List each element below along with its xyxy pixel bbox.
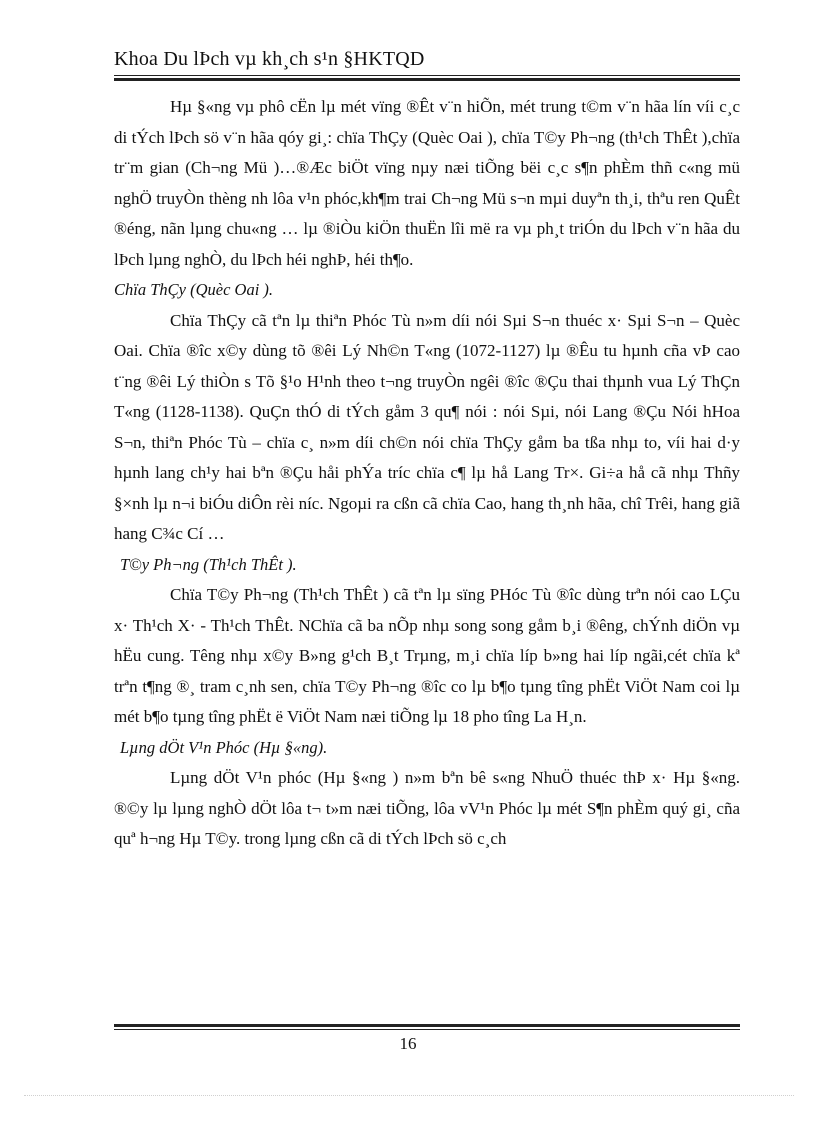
paragraph-van-phuc: Lµng dÖt V¹n phóc (Hµ §«ng ) n»m bªn bê s«ng NhuÖ thuéc thÞ x· Hµ §«ng. ®©y lµ lµng nghÒ dÖt lôa t¬ t»m næi tiÕng, lôa vV¹n Phóc lµ mét S¶n phÈm quý gi¸ cña quª h¬ng Hµ T©y. trong lµng cßn cã di tÝch lÞch sö c¸ch	[114, 768, 740, 848]
page-header-title: Khoa Du lÞch vµ kh¸ch s¹n §HKTQD	[114, 48, 425, 70]
footer-rule-thick	[114, 1024, 740, 1027]
subheading-van-phuc: Lµng dÖt V¹n Phóc (Hµ §«ng).	[120, 737, 328, 757]
header-rule-thin	[114, 75, 740, 76]
subheading-chua-thay: Chïa ThÇy (Quèc Oai ).	[114, 280, 274, 299]
footer-rule-thin	[114, 1029, 740, 1030]
subheading-tay-phuong: T©y Ph¬ng (Th¹ch ThÊt ).	[120, 554, 297, 574]
paragraph-ha-dong-intro: Hµ §«ng vµ phô cËn lµ mét vïng ®Êt v¨n hiÕn, mét trung t©m v¨n hãa lín víi c¸c di tÝch lÞch sö v¨n hãa qóy gi¸: chïa ThÇy (Quèc Oai ), chïa T©y Ph¬ng (th¹ch ThÊt ),chïa tr¨m gian (Ch¬ng Mü )…®Æc biÖt vïng nµy næi tiÕng bëi c¸c s¶n phÈm thñ c«ng mü nghÖ truyÒn thèng nh lôa v¹n phóc,kh¶m trai Ch¬ng Mü s¬n mµi duyªn th¸i, thªu ren QuÊt ®éng, nãn lµng chu«ng … lµ ®iÒu kiÖn thuËn lîi më ra vµ ph¸t triÓn du lÞch v¨n hãa du lÞch lµng nghÒ, du lÞch héi nghÞ, héi th¶o.	[114, 97, 740, 269]
document-body	[114, 92, 740, 855]
page-number: 16	[399, 1034, 417, 1053]
paragraph-chua-thay: Chïa ThÇy cã tªn lµ thiªn Phóc Tù n»m díi nói Sµi S¬n thuéc x· Sµi S¬n – Quèc Oai. Chïa ®îc x©y dùng tõ ®êi Lý Nh©n T«ng (1072-1127) lµ ®Êu tu hµnh cña vÞ cao t¨ng ®êi Lý thiÒn s Tõ §¹o H¹nh theo t¬ng truyÒn ngêi ®îc ®Çu thai thµnh vua Lý ThÇn T«ng (1128-1138). QuÇn thÓ di tÝch gåm 3 qu¶ nói : nói Sµi, nói Lang ®Çu Nói hHoa S¬n, thiªn Phóc Tù – chïa c¸ n»m díi ch©n nói chïa ThÇy gåm ba tßa nhµ to, víi hai d·y hµnh lang ch¹y hai bªn ®Çu håi phÝa tríc chïa c¶ lµ hå Lang Tr×. Gi÷a hå cã nhµ Thñy §×nh lµ n¬i biÓu diÔn rèi níc. Ngoµi ra cßn cã chïa Cao, hang th¸nh hãa, chî Trêi, hang giã hang C¾c Cí …	[114, 310, 740, 543]
page-bottom-dotted-line	[24, 1095, 794, 1096]
paragraph-tay-phuong: Chïa T©y Ph¬ng (Th¹ch ThÊt ) cã tªn lµ sïng PHóc Tù ®îc dùng trªn nói cao LÇu x· Th¹ch X· - Th¹ch ThÊt. NChïa cã ba nÕp nhµ song song gåm b¸i ®êng, chÝnh diÖn vµ hËu cung. Têng nhµ x©y B»ng g¹ch B¸t Trµng, m¸i chïa líp b»ng hai líp ngãi,cét chïa kª trªn t¶ng ®¸ tram c¸nh sen, chïa T©y Ph¬ng ®îc co lµ b¶o tµng tîng phËt ViÖt Nam coi lµ mét b¶o tµng tîng phËt ë ViÖt Nam næi tiÕng lµ 18 pho tîng La H¸n.	[114, 585, 740, 726]
header-rule-thick	[114, 78, 740, 81]
